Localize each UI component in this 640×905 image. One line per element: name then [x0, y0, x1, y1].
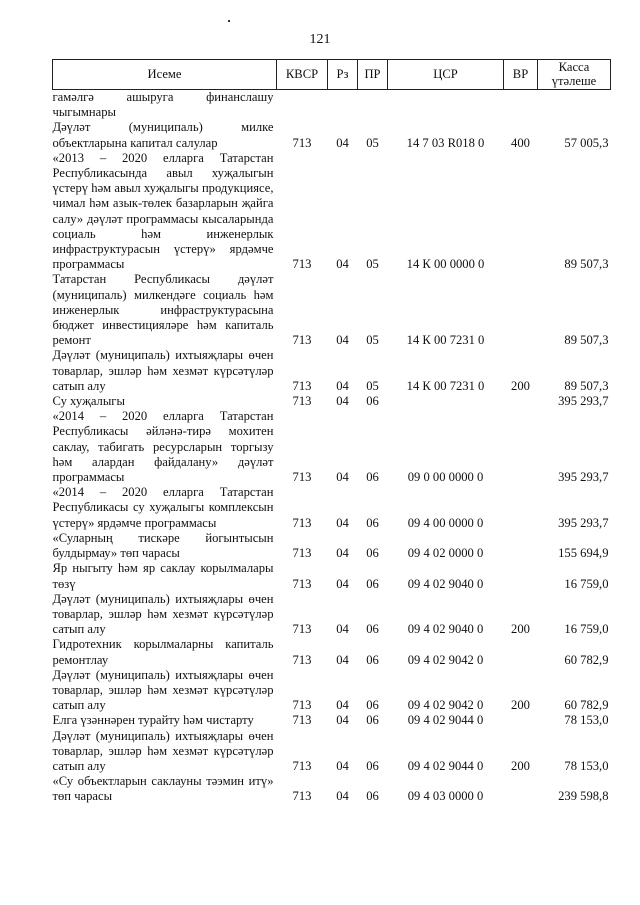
- scan-dot: [228, 20, 230, 22]
- cell-name: Су хуҗалыгы: [52, 394, 125, 409]
- cell-csr: [388, 90, 504, 121]
- cell-name: гамәлгә ашыруга финанслашу чыгымнары: [52, 90, 274, 120]
- table-row: [53, 151, 611, 273]
- page-number: 121: [309, 32, 331, 47]
- cell-pr: 06: [366, 713, 379, 728]
- header-rz: Рз: [328, 60, 358, 90]
- header-name: Исеме: [53, 60, 277, 90]
- cell-kvsr: 713: [292, 652, 312, 667]
- cell-vr: [504, 561, 538, 591]
- cell-rz: 04: [336, 394, 349, 409]
- cell-name: Дәүләт (муниципаль) ихтыяҗлары өчен товарлар, эшләр һәм хезмәт күрсәтүләр сатып алу: [52, 348, 274, 393]
- cell-csr: 09 0 00 0000 0: [407, 470, 484, 485]
- cell-kvsr: 713: [292, 135, 312, 150]
- cell-csr: 09 4 02 9042 0: [407, 698, 484, 713]
- cell-amount: 78 153,0: [564, 713, 609, 728]
- cell-name: Татарстан Республикасы дәүләт (муниципаль) милкендәге социаль һәм инженерлык инфраструктурасына бюджет инвестицияләре һәм капиталь ремонт: [52, 272, 274, 348]
- cell-rz: 04: [336, 652, 349, 667]
- cell-rz: 04: [336, 789, 349, 804]
- table-row: [53, 729, 611, 775]
- cell-kvsr: 713: [292, 758, 312, 773]
- cell-csr: 09 4 02 0000 0: [407, 546, 484, 561]
- cell-name: Яр ныгыту һәм яр саклау корылмалары төзү: [52, 561, 274, 591]
- cell-name: Гидротехник корылмаларны капиталь ремонтлау: [52, 637, 274, 667]
- cell-amount: 239 598,8: [558, 789, 609, 804]
- cell-name: «2013 – 2020 елларга Татарстан Республикасында авыл хуҗалыгын үстерү һәм авыл хуҗалыгы продукциясе, чимал һәм азык-төлек базарларын җайга салу» дәүләт программасы кысаларында социаль һәм инженерлык инфраструктурасын үстерү» ярдәмче программасы: [52, 150, 274, 272]
- cell-amount: 395 293,7: [558, 515, 609, 530]
- cell-vr: 200: [511, 622, 530, 637]
- cell-amount: 16 759,0: [564, 622, 609, 637]
- table-row: [53, 531, 611, 561]
- cell-vr: [504, 531, 538, 561]
- table-row: [53, 637, 611, 667]
- cell-amount: 89 507,3: [564, 378, 609, 393]
- cell-pr: 06: [366, 789, 379, 804]
- cell-csr: 09 4 02 9040 0: [407, 622, 484, 637]
- header-vr: ВР: [504, 60, 538, 90]
- cell-name: Дәүләт (муниципаль) ихтыяҗлары өчен товарлар, эшләр һәм хезмәт күрсәтүләр сатып алу: [52, 667, 274, 713]
- cell-amount: 78 153,0: [564, 758, 609, 773]
- cell-vr: 200: [511, 758, 530, 773]
- cell-name: Дәүләт (муниципаль) ихтыяҗлары өчен товарлар, эшләр һәм хезмәт күрсәтүләр сатып алу: [52, 728, 274, 773]
- cell-amount: 60 782,9: [564, 652, 609, 667]
- cell-kvsr: 713: [292, 257, 312, 272]
- cell-name: Дәүләт (муниципаль) ихтыяҗлары өчен товарлар, эшләр һәм хезмәт күрсәтүләр сатып алу: [52, 591, 274, 637]
- cell-kvsr: 713: [292, 470, 312, 485]
- cell-kvsr: 713: [292, 394, 312, 409]
- cell-name: «Су объектларын саклауны тәэмин итү» төп чарасы: [52, 774, 274, 804]
- cell-vr: [504, 637, 538, 667]
- cell-amount: 395 293,7: [558, 470, 609, 485]
- table-row: [53, 668, 611, 714]
- cell-csr: 09 4 02 9042 0: [407, 652, 484, 667]
- cell-vr: 200: [511, 698, 530, 713]
- cell-vr: [504, 151, 538, 273]
- cell-vr: [504, 713, 538, 728]
- cell-kvsr: 713: [292, 546, 312, 561]
- header-kassa: Касса үтәлеше: [538, 60, 611, 90]
- header-csr: ЦСР: [388, 60, 504, 90]
- cell-pr: 06: [366, 758, 379, 773]
- cell-name: Елга үзәннәрен турайту һәм чистарту: [52, 713, 254, 728]
- cell-rz: [328, 90, 358, 121]
- cell-csr: 09 4 03 0000 0: [407, 789, 484, 804]
- cell-vr: [504, 272, 538, 348]
- cell-vr: [504, 90, 538, 121]
- cell-rz: 04: [336, 698, 349, 713]
- cell-pr: 06: [366, 470, 379, 485]
- cell-pr: 06: [366, 394, 379, 409]
- cell-vr: 400: [511, 135, 530, 150]
- cell-csr: [388, 394, 504, 409]
- cell-csr: 09 4 00 0000 0: [407, 515, 484, 530]
- table-row: [53, 409, 611, 485]
- cell-amount: 155 694,9: [558, 546, 609, 561]
- cell-pr: 05: [366, 378, 379, 393]
- table-row: [53, 348, 611, 394]
- cell-name: Дәүләт (муниципаль) милке объектларына капитал салулар: [52, 120, 274, 150]
- cell-amount: 395 293,7: [558, 394, 609, 409]
- cell-vr: [504, 485, 538, 531]
- cell-rz: 04: [336, 713, 349, 728]
- header-pr: ПР: [358, 60, 388, 90]
- cell-vr: [504, 394, 538, 409]
- cell-rz: 04: [336, 257, 349, 272]
- cell-rz: 04: [336, 758, 349, 773]
- cell-kvsr: 713: [292, 515, 312, 530]
- table-row: [53, 394, 611, 409]
- table-row: [53, 561, 611, 591]
- cell-csr: 09 4 02 9044 0: [407, 758, 484, 773]
- cell-amount: [538, 90, 611, 121]
- cell-pr: [358, 90, 388, 121]
- header-kvsr: КВСР: [277, 60, 328, 90]
- table-header-row: [53, 60, 611, 90]
- cell-kvsr: [277, 90, 328, 121]
- cell-csr: 14 К 00 0000 0: [406, 257, 485, 272]
- cell-csr: 09 4 02 9044 0: [407, 713, 484, 728]
- cell-csr: 14 К 00 7231 0: [406, 333, 485, 348]
- cell-rz: 04: [336, 135, 349, 150]
- cell-kvsr: 713: [292, 333, 312, 348]
- cell-rz: 04: [336, 622, 349, 637]
- cell-rz: 04: [336, 576, 349, 591]
- cell-pr: 06: [366, 622, 379, 637]
- table-row: [53, 485, 611, 531]
- table-row: [53, 272, 611, 348]
- cell-csr: 09 4 02 9040 0: [407, 576, 484, 591]
- cell-kvsr: 713: [292, 789, 312, 804]
- cell-rz: 04: [336, 515, 349, 530]
- cell-kvsr: 713: [292, 576, 312, 591]
- table-row: [53, 592, 611, 638]
- cell-rz: 04: [336, 378, 349, 393]
- cell-pr: 05: [366, 135, 379, 150]
- cell-kvsr: 713: [292, 378, 312, 393]
- cell-pr: 06: [366, 546, 379, 561]
- cell-kvsr: 713: [292, 698, 312, 713]
- table-row: [53, 90, 611, 121]
- cell-amount: 89 507,3: [564, 333, 609, 348]
- cell-name: «2014 – 2020 елларга Татарстан Республикасы әйләнә-тирә мохитен саклау, табигать ресурсларын торгызу һәм алардан файдалану» дәүләт программасы: [52, 409, 274, 485]
- table-row: [53, 713, 611, 728]
- cell-pr: 06: [366, 515, 379, 530]
- cell-vr: [504, 774, 538, 804]
- cell-pr: 05: [366, 257, 379, 272]
- cell-csr: 14 7 03 R018 0: [406, 135, 485, 150]
- cell-rz: 04: [336, 546, 349, 561]
- cell-rz: 04: [336, 470, 349, 485]
- cell-amount: 57 005,3: [564, 135, 609, 150]
- table-row: [53, 774, 611, 804]
- cell-pr: 06: [366, 698, 379, 713]
- cell-pr: 05: [366, 333, 379, 348]
- budget-table: [52, 59, 611, 805]
- cell-pr: 06: [366, 576, 379, 591]
- cell-csr: 14 К 00 7231 0: [406, 378, 485, 393]
- cell-amount: 60 782,9: [564, 698, 609, 713]
- cell-kvsr: 713: [292, 713, 312, 728]
- cell-pr: 06: [366, 652, 379, 667]
- cell-rz: 04: [336, 333, 349, 348]
- cell-amount: 16 759,0: [564, 576, 609, 591]
- cell-amount: 89 507,3: [564, 257, 609, 272]
- cell-name: «2014 – 2020 елларга Татарстан Республикасы су хуҗалыгы комплексын үстерү» ярдәмче программасы: [52, 485, 274, 530]
- cell-vr: 200: [511, 378, 530, 393]
- cell-name: «Суларның тискәре йогынтысын булдырмау» төп чарасы: [52, 530, 274, 561]
- table-row: [53, 120, 611, 150]
- cell-kvsr: 713: [292, 622, 312, 637]
- cell-vr: [504, 409, 538, 485]
